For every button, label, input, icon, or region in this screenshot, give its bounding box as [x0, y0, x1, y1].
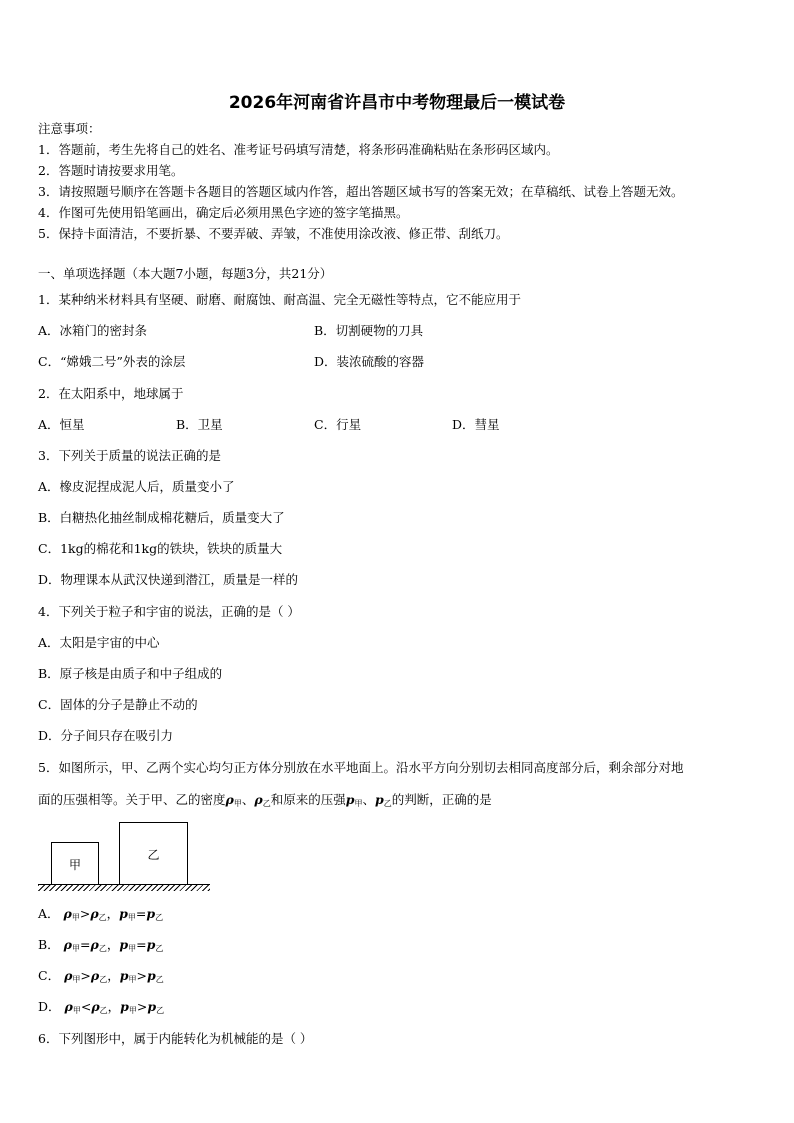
q1-option-d: D．装浓硫酸的容器: [314, 354, 425, 369]
q3-option-a: A．橡皮泥捏成泥人后，质量变小了: [38, 479, 235, 494]
subscript-jia: 甲: [233, 799, 242, 808]
subscript-jia: 甲: [128, 1006, 137, 1015]
rho-symbol: ρ: [63, 937, 72, 952]
q1-option-a: A．冰箱门的密封条: [38, 323, 148, 338]
relation: <: [80, 999, 92, 1014]
q2-option-d: D．彗星: [452, 417, 500, 432]
subscript-yi: 乙: [155, 913, 164, 922]
p-symbol: p: [146, 968, 156, 983]
relation: >: [136, 968, 147, 983]
comma: ，: [107, 999, 121, 1014]
rho-symbol: ρ: [254, 792, 263, 807]
relation: =: [136, 937, 147, 952]
rho-symbol: ρ: [225, 792, 234, 807]
notice-item: 2．答题时请按要求用笔。: [38, 163, 184, 178]
subscript-yi: 乙: [155, 944, 164, 953]
rho-symbol: ρ: [91, 999, 100, 1014]
option-letter: C．: [38, 968, 61, 983]
subscript-yi: 乙: [98, 913, 107, 922]
subscript-jia: 甲: [72, 944, 80, 953]
question-1-stem: 1．某种纳米材料具有坚硬、耐磨、耐腐蚀、耐高温、完全无磁性等特点，它不能应用于: [38, 292, 521, 307]
subscript-yi: 乙: [383, 799, 392, 808]
q4-option-d: D．分子间只存在吸引力: [38, 728, 174, 743]
q5-option-d: [38, 999, 164, 1019]
q3-option-b: B．白糖热化抽丝制成棉花糖后，质量变大了: [38, 510, 285, 525]
q2-option-b: B．卫星: [176, 417, 223, 432]
cube-yi: 乙: [119, 822, 188, 886]
subscript-jia: 甲: [72, 1006, 81, 1015]
subscript-yi: 乙: [156, 1006, 165, 1015]
question-6-stem: 6．下列图形中，属于内能转化为机械能的是（ ）: [38, 1031, 313, 1046]
notice-heading: 注意事项：: [38, 121, 101, 136]
cube-jia: 甲: [51, 842, 99, 886]
notice-item: 5．保持卡面清洁，不要折暴、不要弄破、弄皱，不准使用涂改液、修正带、刮纸刀。: [38, 226, 509, 241]
q5-option-a: [38, 906, 163, 926]
question-4-stem: 4．下列关于粒子和宇宙的说法，正确的是（ ）: [38, 604, 300, 619]
subscript-yi: 乙: [98, 944, 107, 953]
p-symbol: p: [345, 792, 355, 807]
p-symbol: p: [119, 937, 129, 952]
q1-option-c: C．“嫦娥二号”外表的涂层: [38, 354, 186, 369]
q5-text: 的判断，正确的是: [391, 792, 492, 807]
p-symbol: p: [146, 906, 156, 921]
q4-option-b: B．原子核是由质子和中子组成的: [38, 666, 223, 681]
p-symbol: p: [120, 999, 129, 1014]
p-symbol: p: [119, 968, 129, 983]
subscript-yi: 乙: [99, 975, 108, 984]
subscript-jia: 甲: [127, 913, 136, 922]
question-3-stem: 3．下列关于质量的说法正确的是: [38, 448, 221, 463]
q4-option-a: A．太阳是宇宙的中心: [38, 635, 160, 650]
relation: >: [79, 906, 91, 921]
option-letter: A．: [38, 906, 60, 921]
rho-symbol: ρ: [90, 968, 100, 983]
question-5-stem-line1: 5．如图所示，甲、乙两个实心均匀正方体分别放在水平地面上。沿水平方向分别切去相同高度部分后，剩余部分对地: [38, 760, 684, 775]
subscript-yi: 乙: [155, 975, 164, 984]
q5-option-c: [38, 968, 164, 988]
comma: ，: [106, 906, 120, 921]
relation: =: [80, 937, 91, 952]
p-symbol: p: [146, 937, 156, 952]
q3-option-c: C．1kg的棉花和1kg的铁块，铁块的质量大: [38, 541, 283, 556]
rho-symbol: ρ: [90, 906, 99, 921]
q5-option-b: [38, 937, 163, 957]
separator: 、: [241, 792, 255, 807]
subscript-jia: 甲: [128, 944, 137, 953]
separator: 、: [362, 792, 375, 807]
q5-text: 面的压强相等。关于甲、乙的密度: [38, 792, 226, 807]
rho-symbol: ρ: [64, 968, 73, 983]
subscript-jia: 甲: [72, 975, 81, 984]
q2-option-c: C．行星: [314, 417, 362, 432]
q5-text: 和原来的压强: [270, 792, 346, 807]
subscript-yi: 乙: [99, 1006, 108, 1015]
notice-item: 4．作图可先使用铅笔画出，确定后必须用黑色字迹的签字笔描黑。: [38, 205, 409, 220]
section-heading: 一、单项选择题（本大题7小题，每题3分，共21分）: [38, 266, 333, 281]
p-symbol: p: [147, 999, 157, 1014]
subscript-jia: 甲: [128, 975, 137, 984]
subscript-jia: 甲: [354, 799, 363, 808]
rho-symbol: ρ: [63, 906, 72, 921]
q2-option-a: A．恒星: [38, 417, 85, 432]
relation: =: [135, 906, 147, 921]
question-5-stem-line2: [38, 792, 492, 812]
p-symbol: p: [374, 792, 384, 807]
rho-symbol: ρ: [64, 999, 73, 1014]
ground-surface: [38, 884, 210, 891]
relation: >: [80, 968, 91, 983]
relation: >: [136, 999, 148, 1014]
subscript-yi: 乙: [262, 799, 271, 808]
comma: ，: [107, 968, 120, 983]
option-letter: D．: [38, 999, 61, 1014]
subscript-jia: 甲: [71, 913, 80, 922]
page-title: 2026年河南省许昌市中考物理最后一模试卷: [228, 93, 566, 113]
cubes-figure: [38, 818, 212, 892]
option-letter: B．: [38, 937, 60, 952]
q1-option-b: B．切割硬物的刀具: [314, 323, 424, 338]
notice-item: 3．请按照题号顺序在答题卡各题目的答题区域内作答，超出答题区域书写的答案无效；在草稿纸、试卷上答题无效。: [38, 184, 684, 199]
rho-symbol: ρ: [90, 937, 99, 952]
p-symbol: p: [119, 906, 128, 921]
q3-option-d: D．物理课本从武汉快递到潜江，质量是一样的: [38, 572, 299, 587]
notice-item: 1．答题前，考生先将自己的姓名、准考证号码填写清楚，将条形码准确粘贴在条形码区域内。: [38, 142, 559, 157]
question-2-stem: 2．在太阳系中，地球属于: [38, 386, 184, 401]
comma: ，: [106, 937, 120, 952]
q4-option-c: C．固体的分子是静止不动的: [38, 697, 198, 712]
